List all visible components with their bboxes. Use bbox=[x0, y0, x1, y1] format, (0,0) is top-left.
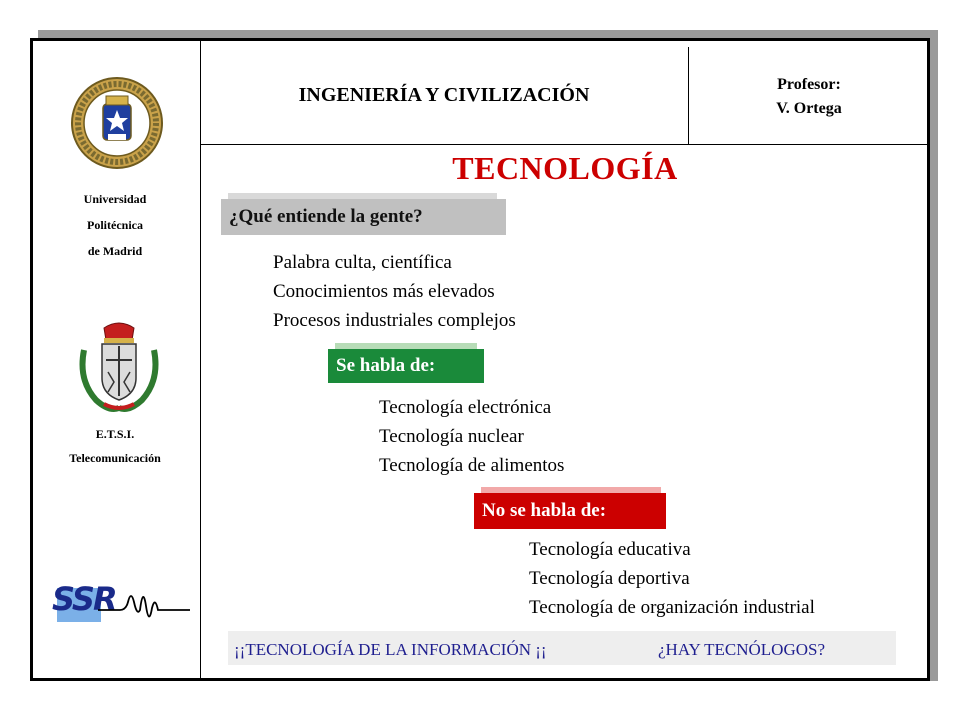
professor-name: V. Ortega bbox=[776, 100, 842, 117]
professor-info bbox=[688, 73, 930, 121]
question-item: Procesos industriales complejos bbox=[273, 310, 516, 331]
ssr-logo bbox=[52, 578, 192, 628]
spoken-list bbox=[379, 393, 564, 480]
university-name bbox=[30, 186, 200, 264]
footer-left-text: ¡¡TECNOLOGÍA DE LA INFORMACIÓN ¡¡ bbox=[234, 640, 547, 659]
professor-label: Profesor: bbox=[777, 76, 841, 93]
slide-title: TECNOLOGÍA bbox=[452, 150, 678, 186]
course-title: INGENIERÍA Y CIVILIZACIÓN bbox=[298, 84, 590, 106]
university-line-1: Universidad bbox=[83, 192, 147, 206]
waveform-icon bbox=[98, 582, 190, 628]
sidebar-divider bbox=[200, 41, 201, 678]
etsit-crest-icon bbox=[74, 320, 164, 415]
school-name bbox=[30, 422, 200, 470]
header-bottom-line bbox=[200, 144, 927, 145]
question-item: Conocimientos más elevados bbox=[273, 281, 495, 302]
spoken-item: Tecnología electrónica bbox=[379, 397, 552, 418]
unspoken-tag-label: No se habla de: bbox=[474, 493, 666, 529]
unspoken-item: Tecnología de organización industrial bbox=[529, 597, 815, 618]
spoken-item: Tecnología nuclear bbox=[379, 426, 524, 447]
question-list bbox=[273, 248, 516, 335]
university-line-3: de Madrid bbox=[87, 244, 143, 258]
question-item: Palabra culta, científica bbox=[273, 252, 452, 273]
unspoken-list bbox=[529, 535, 815, 622]
school-line-1: E.T.S.I. bbox=[95, 427, 135, 441]
unspoken-item: Tecnología educativa bbox=[529, 539, 691, 560]
school-line-2: Telecomunicación bbox=[69, 451, 161, 465]
upm-seal-icon bbox=[70, 76, 164, 170]
ssr-logo-text: SSR bbox=[52, 580, 116, 618]
university-line-2: Politécnica bbox=[87, 218, 143, 232]
question-tag-label: ¿Qué entiende la gente? bbox=[221, 199, 506, 235]
unspoken-item: Tecnología deportiva bbox=[529, 568, 690, 589]
footer-right-text: ¿HAY TECNÓLOGOS? bbox=[658, 640, 826, 659]
spoken-item: Tecnología de alimentos bbox=[379, 455, 565, 476]
spoken-tag-label: Se habla de: bbox=[328, 349, 484, 383]
